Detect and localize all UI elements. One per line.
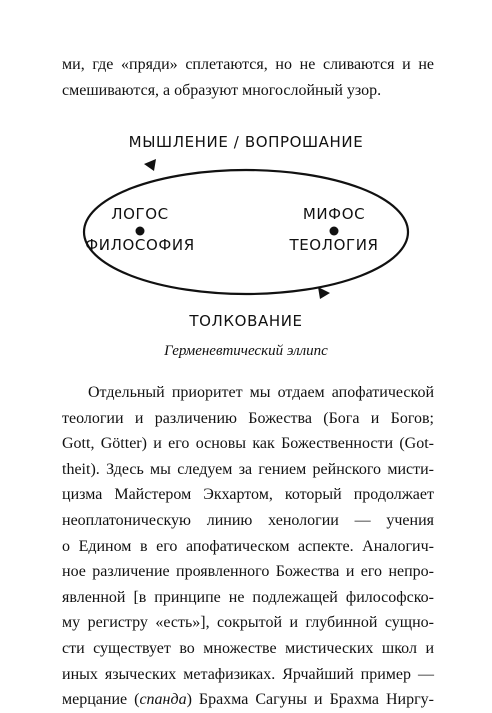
body-paragraph (62, 380, 434, 713)
intro-line: ми, где «пряди» сплетаются, но не сливаются и не (62, 56, 434, 73)
body-line: Отдельный приоритет мы отдаем апофатической (88, 384, 434, 401)
node-left-dot (136, 227, 145, 236)
body-line: явленной [в принципе не подлежащей философско- (62, 588, 434, 606)
body-line-last (62, 687, 434, 713)
node-left-top-label: ЛОГОС (111, 205, 169, 223)
diagram-top-label: МЫШЛЕНИЕ / ВОПРОШАНИЕ (128, 133, 364, 151)
body-line: му регистру «есть»], сокрытой и глубинной сущно- (62, 614, 434, 632)
intro-paragraph (62, 52, 434, 103)
ellipse-path (84, 170, 408, 294)
body-text-segment: ) Брахма Сагуны и Брахма Ниргу- (186, 691, 434, 709)
node-right-dot (330, 227, 339, 236)
hermeneutic-ellipse-diagram (0, 120, 492, 335)
emphasis-spanda: спанда (139, 691, 187, 709)
node-left-bottom-label: ФИЛОСОФИЯ (85, 236, 195, 254)
diagram-bottom-label: ТОЛКОВАНИЕ (189, 312, 303, 330)
arrow-head-bottom-icon (318, 287, 330, 299)
node-right-top-label: МИФОС (302, 205, 366, 223)
body-line: сти существует во множестве мистических школ и (62, 639, 434, 657)
node-right-bottom-label: ТЕОЛОГИЯ (289, 236, 379, 254)
body-line: неоплатоническую линию хенологии — учения (62, 511, 434, 529)
body-line: теологии и различению Божества (Бога и Богов; (62, 409, 434, 427)
body-line: ное различение проявленного Божества и его непро- (62, 563, 434, 581)
intro-line: смешиваются, а образуют многослойный узор. (62, 81, 382, 99)
body-line: Gott, Götter) и его основы как Божественности (Got- (62, 435, 434, 453)
figure-caption: Герменевтический эллипс (164, 343, 328, 359)
body-line: иных языческих метафизиках. Ярчайший пример — (62, 665, 434, 683)
body-text-segment: мерцание ( (62, 691, 140, 709)
body-line: о Едином в его апофатическом аспекте. Аналогич- (62, 537, 434, 555)
body-line: цизма Майстером Экхартом, который продолжает (62, 486, 434, 504)
arrow-head-top-icon (144, 159, 156, 171)
body-line: theit). Здесь мы следуем за гением рейнского мисти- (62, 460, 434, 478)
